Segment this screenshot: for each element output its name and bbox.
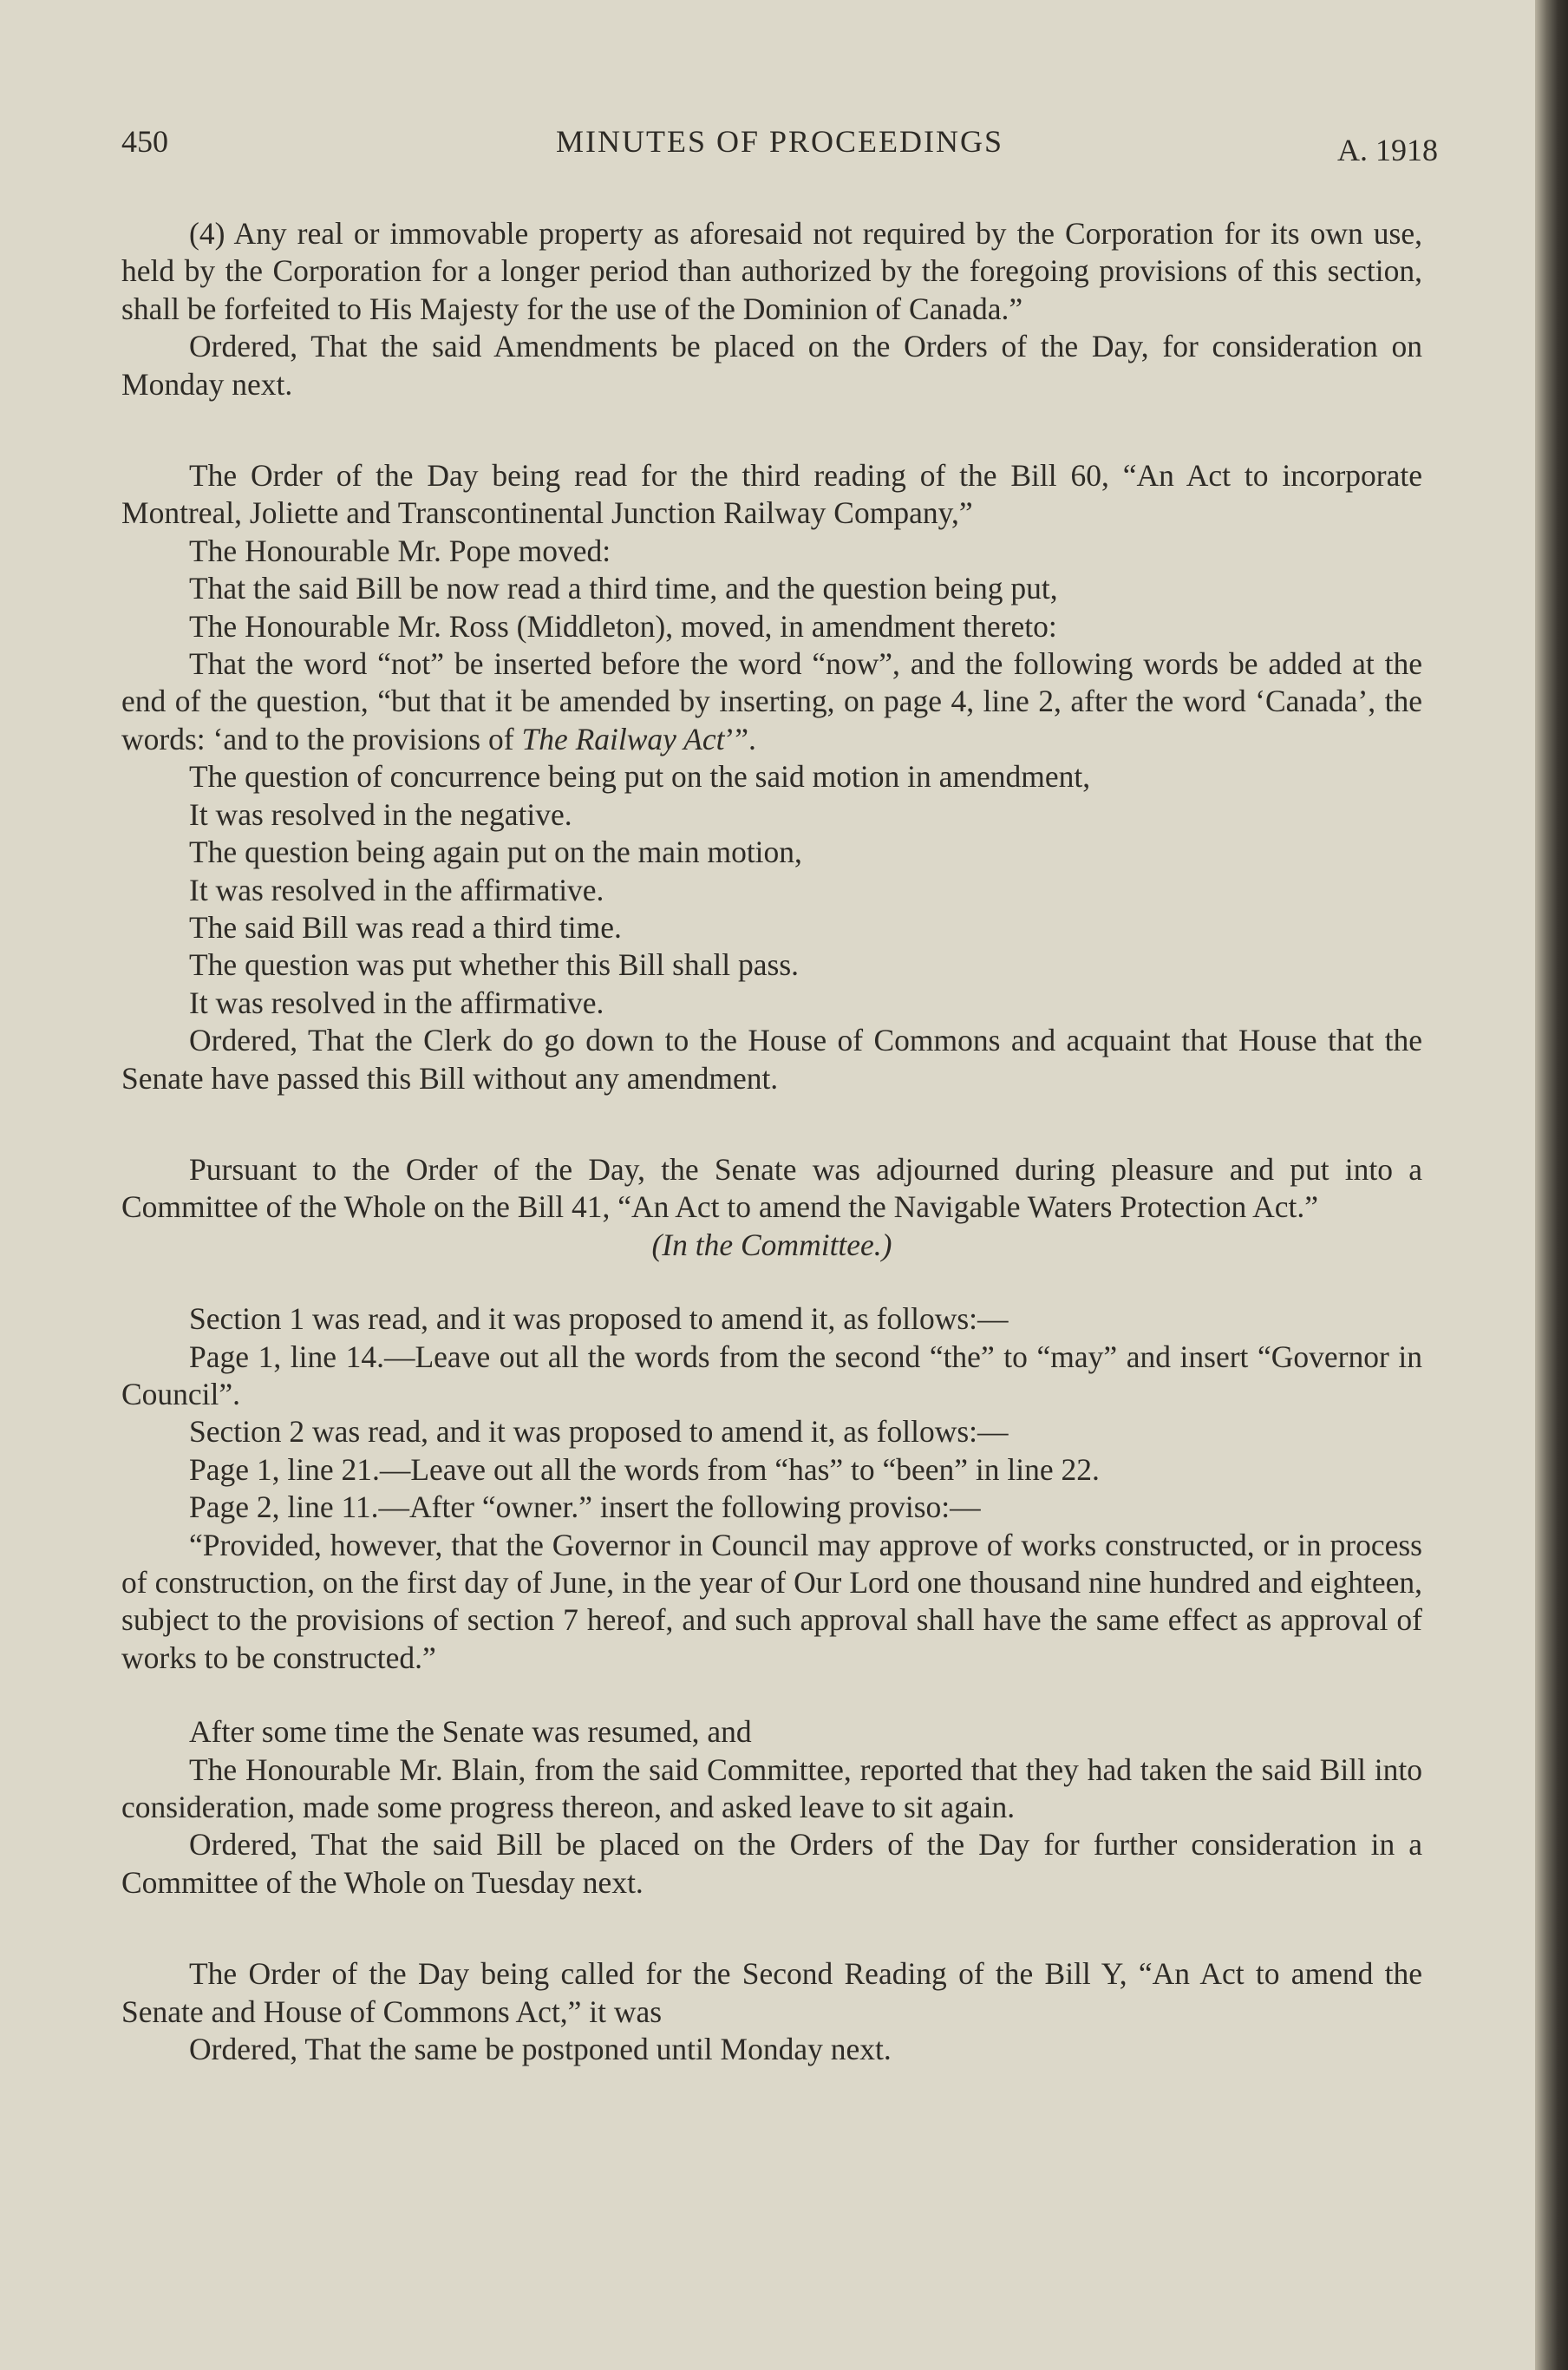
amendment-text-end: ’”. bbox=[724, 721, 756, 756]
paragraph: Page 1, line 14.—Leave out all the words from the second “the” to “may” and insert “Governor in Council”. bbox=[121, 1339, 1422, 1411]
paragraph: The Honourable Mr. Blain, from the said Committee, reported that they had taken the said Bill into consideration, made some progress thereon, and asked leave to sit again. bbox=[121, 1751, 1422, 1825]
paragraph: The question was put whether this Bill shall pass. bbox=[189, 947, 800, 983]
header-title: MINUTES OF PROCEEDINGS bbox=[555, 124, 1004, 159]
committee-heading: (In the Committee.) bbox=[651, 1227, 892, 1262]
amendment-text: That the word “not” be inserted before the word “now”, and the following words be added at the end of the question, “but that it be amended by inserting, on page 4, line 2, after the word ‘Canada’, the words: ‘and to the provisions of bbox=[121, 646, 1422, 756]
paragraph: After some time the Senate was resumed, and bbox=[189, 1714, 752, 1750]
page-body bbox=[121, 215, 1422, 2068]
paragraph: “Provided, however, that the Governor in Council may approve of works constructed, or in process of construction, on the first day of June, in the year of Our Lord one thousand nine hundred and eighteen, subject to the provisions of section 7 hereof, and such approval shall have the same effect as approval of works to be constructed.” bbox=[121, 1527, 1422, 1675]
section-gap bbox=[121, 1902, 1422, 1955]
act-title-italic: The Railway Act bbox=[521, 721, 725, 756]
paragraph: Ordered, That the said Amendments be placed on the Orders of the Day, for consideration on Monday next. bbox=[121, 329, 1422, 402]
paragraph: Section 1 was read, and it was proposed to amend it, as follows:— bbox=[189, 1301, 1009, 1337]
section-amendment-property bbox=[121, 215, 1422, 403]
paragraph bbox=[121, 645, 1422, 758]
paragraph: Page 2, line 11.—After “owner.” insert the following proviso:— bbox=[189, 1489, 981, 1525]
paragraph: Ordered, That the same be postponed until Monday next. bbox=[189, 2032, 892, 2067]
running-header bbox=[121, 123, 1438, 167]
section-gap bbox=[121, 1097, 1422, 1151]
paragraph: Page 1, line 21.—Leave out all the words from “has” to “been” in line 22. bbox=[189, 1451, 1100, 1487]
paragraph: The question of concurrence being put on the said motion in amendment, bbox=[189, 759, 1091, 795]
paragraph: Section 2 was read, and it was proposed to amend it, as follows:— bbox=[189, 1414, 1009, 1450]
paragraph: (4) Any real or immovable property as aforesaid not required by the Corporation for its own use, held by the Corporation for a longer period than authorized by the foregoing provisions of this section, shall be forfeited to His Majesty for the use of the Dominion of Canada.” bbox=[121, 216, 1422, 326]
paragraph: The Order of the Day being read for the third reading of the Bill 60, “An Act to incorporate Montreal, Joliette and Transcontinental Junction Railway Company,” bbox=[121, 458, 1422, 531]
section-gap bbox=[121, 1677, 1422, 1713]
section-gap bbox=[121, 1264, 1422, 1300]
book-gutter-shadow bbox=[1535, 0, 1568, 2370]
section-bill-y bbox=[121, 1955, 1422, 2068]
paragraph: Ordered, That the Clerk do go down to the House of Commons and acquaint that House that the Senate have passed this Bill without any amendment. bbox=[121, 1023, 1422, 1096]
paragraph: It was resolved in the affirmative. bbox=[189, 872, 604, 907]
paragraph: The Order of the Day being called for the Second Reading of the Bill Y, “An Act to amend the Senate and House of Commons Act,” it was bbox=[121, 1956, 1422, 2029]
paragraph: It was resolved in the negative. bbox=[189, 796, 572, 832]
paragraph: The said Bill was read a third time. bbox=[189, 909, 622, 945]
section-bill-41 bbox=[121, 1151, 1422, 1902]
paragraph: The Honourable Mr. Ross (Middleton), moved, in amendment thereto: bbox=[189, 608, 1057, 644]
paragraph: That the said Bill be now read a third time, and the question being put, bbox=[189, 571, 1058, 606]
paragraph: The question being again put on the main motion, bbox=[189, 835, 802, 870]
page-number: 450 bbox=[121, 124, 168, 159]
paragraph: Pursuant to the Order of the Day, the Senate was adjourned during pleasure and put into a Committee of the Whole on the Bill 41, “An Act to amend the Navigable Waters Protection Act.” bbox=[121, 1151, 1422, 1225]
section-bill-60 bbox=[121, 457, 1422, 1097]
paragraph: The Honourable Mr. Pope moved: bbox=[189, 533, 611, 568]
paragraph: It was resolved in the affirmative. bbox=[189, 985, 604, 1020]
paragraph: Ordered, That the said Bill be placed on the Orders of the Day for further consideration in a Committee of the Whole on Tuesday next. bbox=[121, 1827, 1422, 1900]
header-year: A. 1918 bbox=[1337, 133, 1438, 167]
section-gap bbox=[121, 403, 1422, 457]
